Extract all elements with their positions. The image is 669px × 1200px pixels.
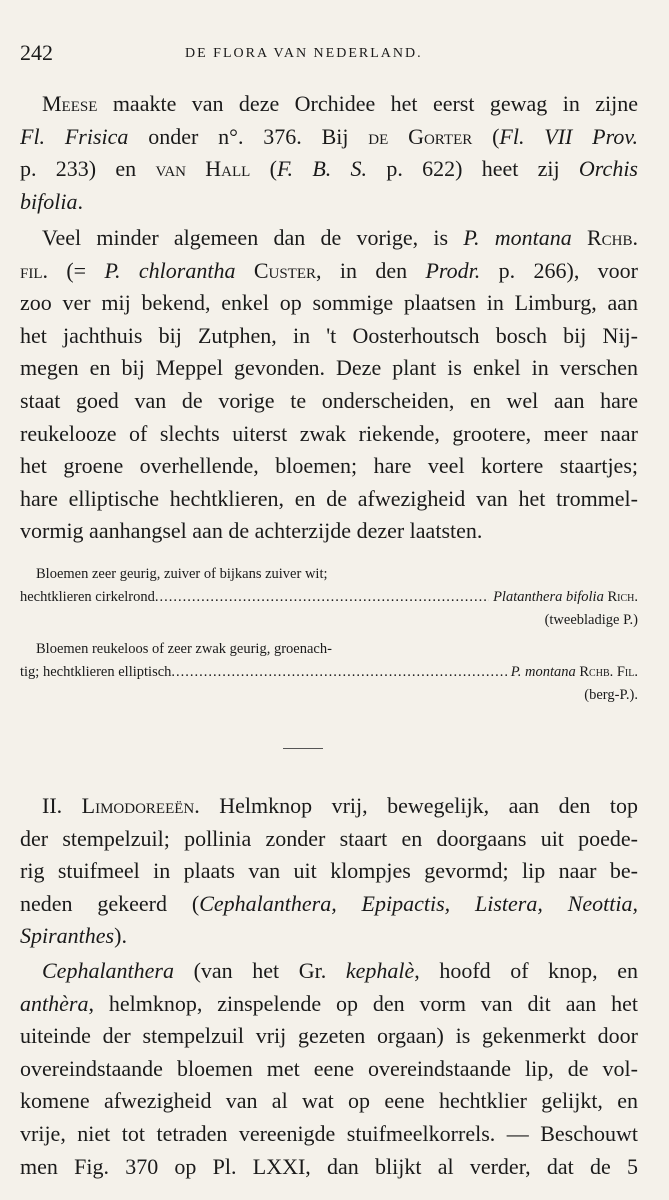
key-row	[20, 586, 638, 609]
key-text: hechtklieren cirkelrond	[20, 589, 155, 605]
key-text: Bloemen reukeloos of zeer zwak geurig, groenach-	[36, 641, 332, 657]
text-line: staat goed van de vorige te onderscheiden, en wel aan hare	[20, 387, 638, 413]
page-header	[20, 40, 630, 70]
paragraph-montana	[20, 222, 638, 548]
paragraph-meese	[20, 88, 638, 218]
key-common-name: (tweebladige P.)	[544, 612, 638, 628]
text-line: anthèra, helmknop, zinspelende op den vorm van dit aan het	[20, 990, 638, 1016]
text-line: Fl. Frisica onder n°. 376. Bij de Gorter (Fl. VII Prov.	[20, 123, 638, 149]
key-entry-bifolia	[20, 563, 638, 632]
text-line: Cephalanthera (van het Gr. kephalè, hoofd of knop, en	[42, 958, 638, 983]
leader-dots	[155, 586, 489, 609]
text-line: Veel minder algemeen dan de vorige, is P. montana Rchb.	[42, 225, 638, 250]
running-title: DE FLORA VAN NEDERLAND.	[185, 46, 423, 61]
key-taxon: Platanthera bifolia Rich.	[493, 589, 638, 605]
text-line: der stempelzuil; pollinia zonder staart en doorgaans uit poede-	[20, 825, 638, 851]
text-line: vormig aanhangsel aan de achterzijde dezer laatsten.	[20, 518, 483, 544]
text-line: II. Limodoreeën. Helmknop vrij, bewegelijk, aan den top	[42, 793, 638, 818]
section-divider	[283, 748, 323, 749]
text-line: p. 233) en van Hall (F. B. S. p. 622) heet zij Orchis	[20, 156, 638, 182]
text-line: het jachthuis bij Zutphen, in 't Oosterhoutsch bosch bij Nij-	[20, 322, 638, 348]
text-line: Spiranthes).	[20, 923, 127, 949]
text-line: fil. (= P. chlorantha Custer, in den Prodr. p. 266), voor	[20, 257, 638, 283]
key-row	[20, 661, 638, 684]
text-line: uiteinde der stempelzuil vrij gezeten orgaan) is gekenmerkt door	[20, 1023, 638, 1049]
paragraph-limodoreeen	[20, 790, 638, 953]
text-line: megen en bij Meppel gevonden. Deze plant is enkel in verschen	[20, 355, 638, 381]
text-line: hare elliptische hechtklieren, en de afwezigheid van het trommel-	[20, 485, 638, 511]
key-taxon: P. montana Rchb. Fil.	[510, 664, 638, 680]
key-common-name: (berg-P.).	[584, 687, 638, 703]
text-line: overeindstaande bloemen met eene overeindstaande lip, de vol-	[20, 1055, 638, 1081]
text-line: neden gekeerd (Cephalanthera, Epipactis, Listera, Neottia,	[20, 890, 638, 916]
text-line: rig stuifmeel in plaats van uit klompjes gevormd; lip naar be-	[20, 858, 638, 884]
text-line: men Fig. 370 op Pl. LXXI, dan blijkt al verder, dat de 5	[20, 1153, 638, 1179]
paragraph-cephalanthera	[20, 955, 638, 1183]
text-line: Meese maakte van deze Orchidee het eerst gewag in zijne	[42, 91, 638, 116]
key-text: Bloemen zeer geurig, zuiver of bijkans zuiver wit;	[36, 566, 328, 582]
text-line: reukelooze of slechts uiterst zwak riekende, grootere, meer naar	[20, 420, 638, 446]
page-number: 242	[20, 40, 53, 65]
text-line: vrije, niet tot tetraden vereenigde stuifmeelkorrels. — Beschouwt	[20, 1120, 638, 1146]
key-entry-montana	[20, 638, 638, 707]
text-line: komene afwezigheid van al wat op eene hechtklier gelijkt, en	[20, 1088, 638, 1114]
text-line: het groene overhellende, bloemen; hare veel kortere staartjes;	[20, 453, 638, 479]
text-line: bifolia.	[20, 188, 83, 214]
text-line: zoo ver mij bekend, enkel op sommige plaatsen in Limburg, aan	[20, 290, 638, 316]
leader-dots	[171, 661, 506, 684]
key-text: tig; hechtklieren elliptisch	[20, 664, 172, 680]
